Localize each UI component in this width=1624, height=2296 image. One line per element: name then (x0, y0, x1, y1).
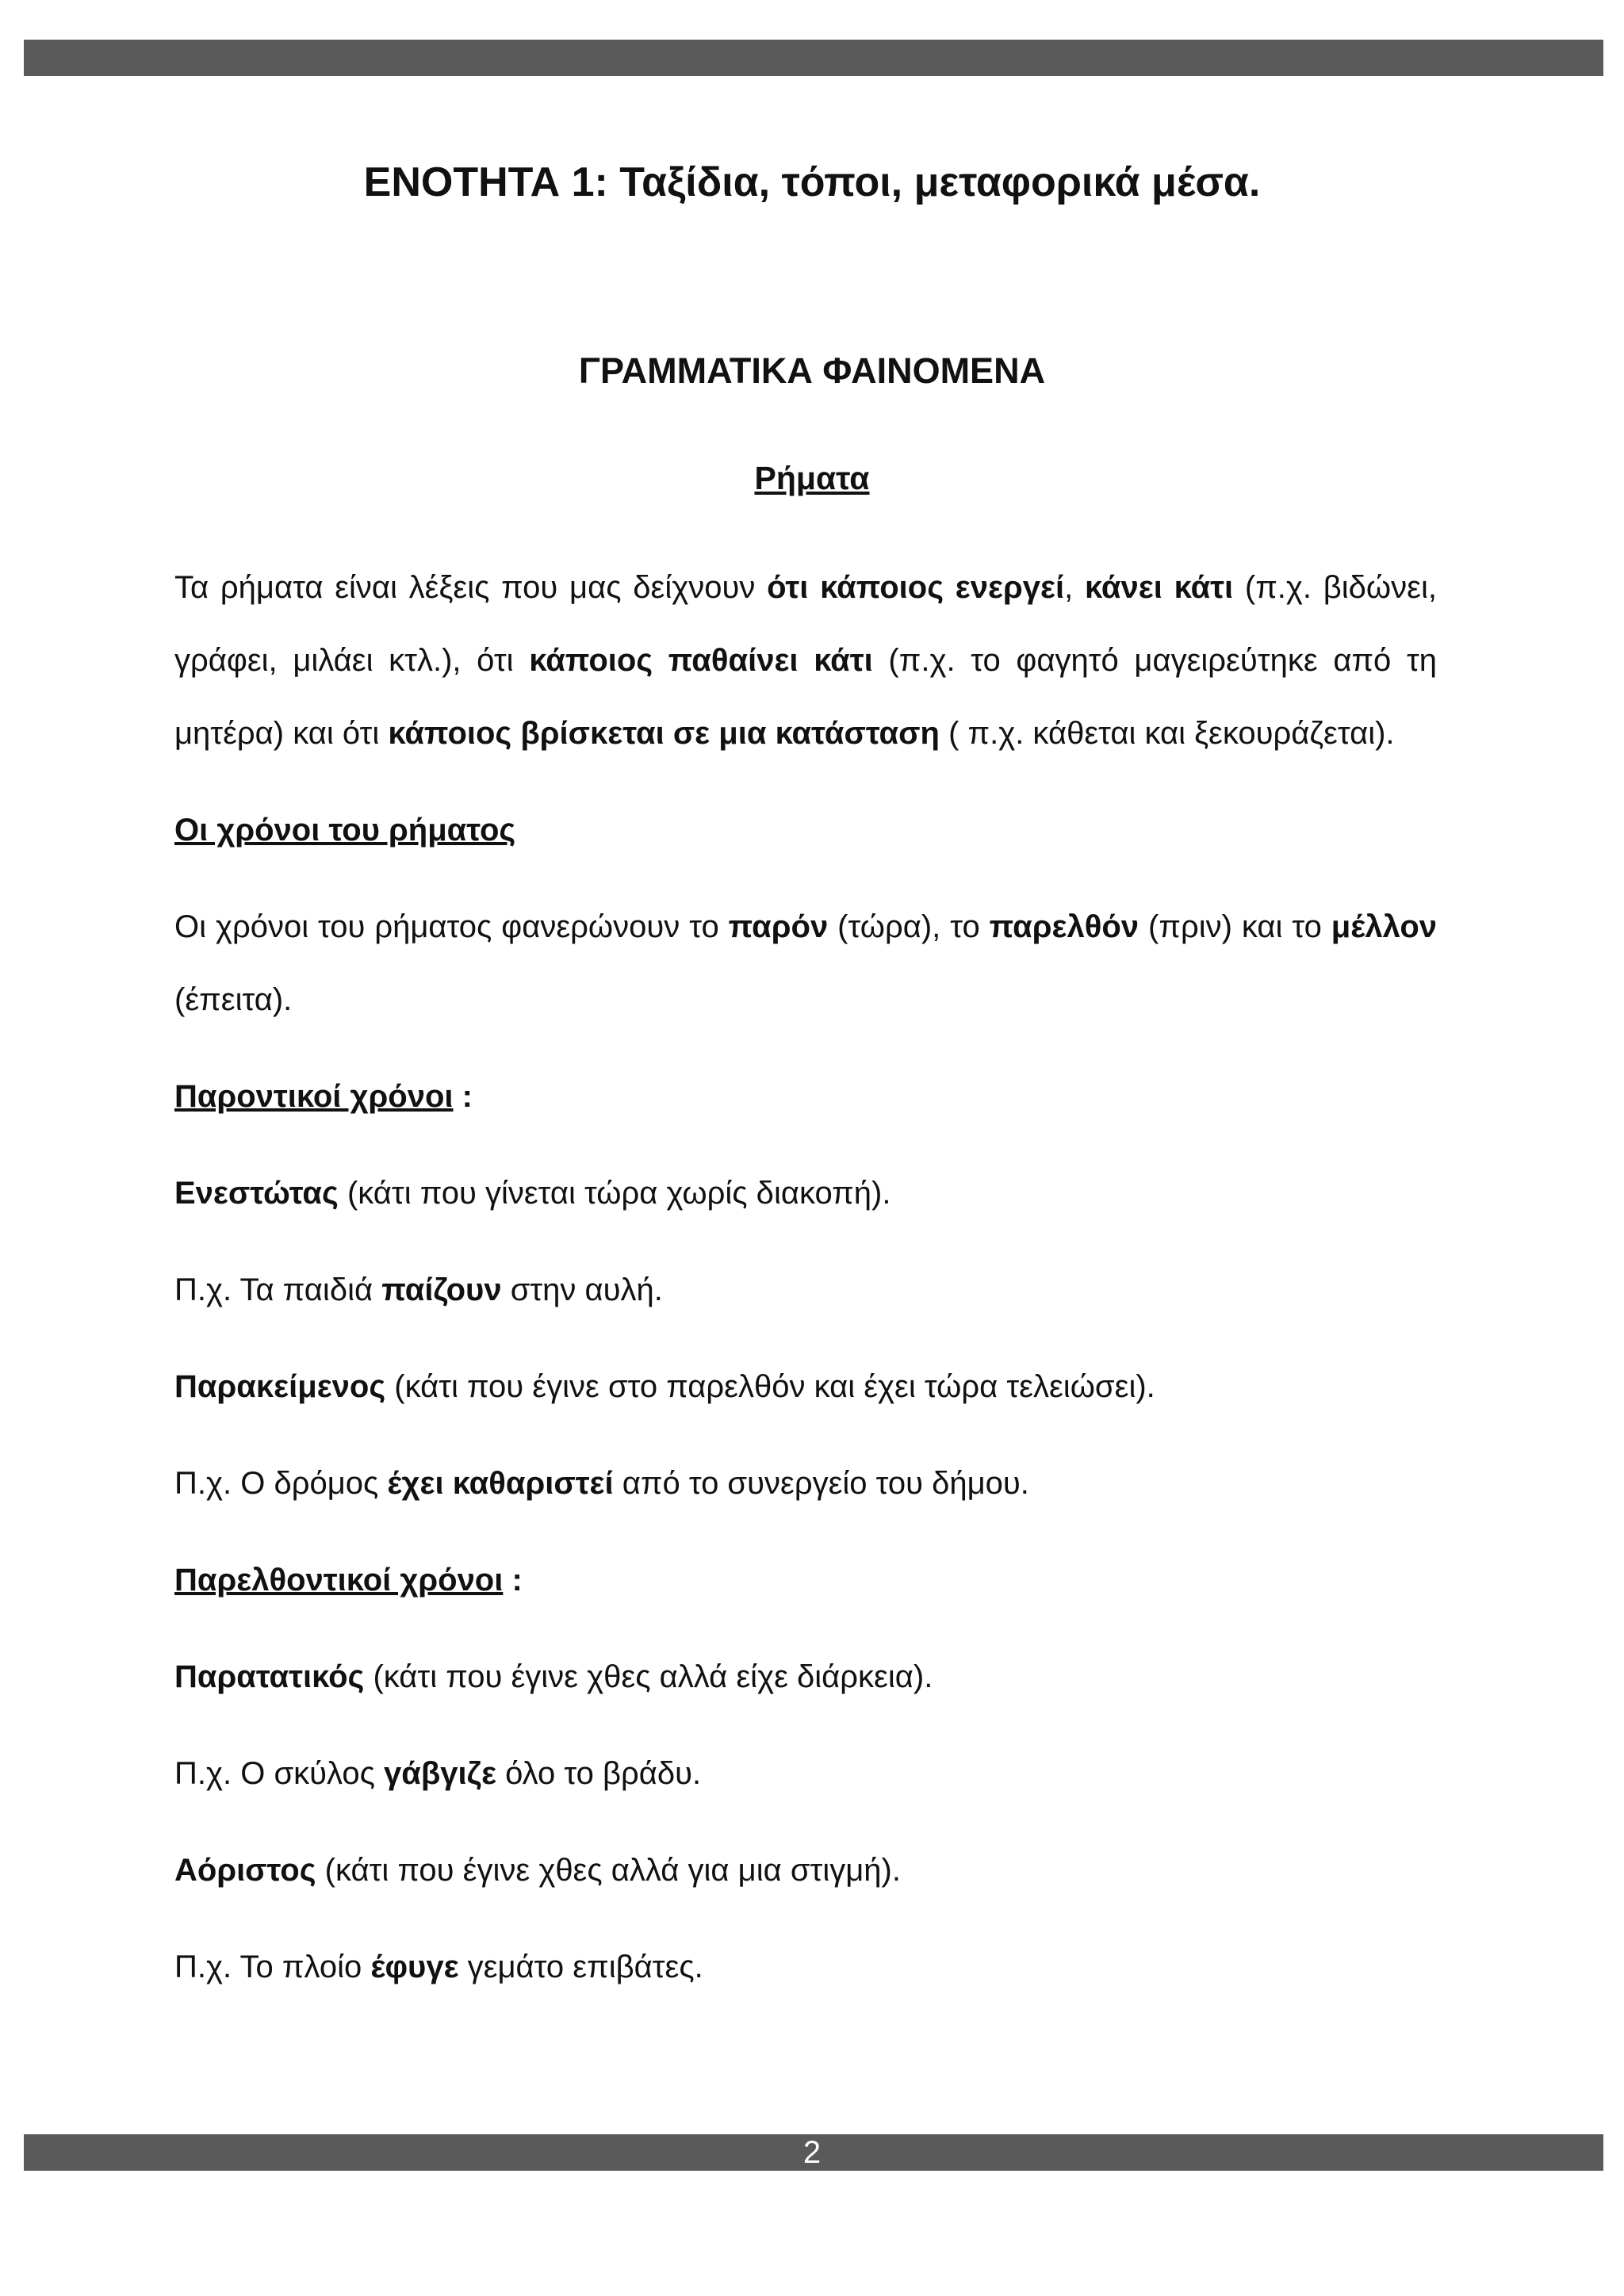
tenses-paragraph (174, 890, 1437, 1036)
intro-text-5: ( π.χ. κάθεται και ξεκουράζεται). (939, 716, 1395, 751)
intro-text-1: Τα ρήματα είναι λέξεις που μας δείχνουν (174, 570, 768, 605)
section-title: ΓΡΑΜΜΑΤΙΚΑ ΦΑΙΝΟΜΕΝΑ (578, 350, 1046, 391)
intro-text-3: (π.χ. βιδώνει, γράφει, μιλάει κτλ.), ότι (174, 570, 1437, 678)
tenses-bold-3: μέλλον (1331, 909, 1437, 944)
past-heading-colon: : (503, 1563, 523, 1598)
enestotas-example-post: στην αυλή. (501, 1272, 663, 1307)
intro-text-2: , (1064, 570, 1085, 605)
enestotas-desc: (κάτι που γίνεται τώρα χωρίς διακοπή). (338, 1176, 891, 1211)
intro-bold-4: κάποιος βρίσκεται σε μια κατάσταση (388, 716, 940, 751)
parakeimenos-example (174, 1447, 1437, 1520)
tenses-text-4: (έπειτα). (174, 982, 293, 1017)
tenses-text-3: (πριν) και το (1139, 909, 1331, 944)
paratatikos-example-post: όλο το βράδυ. (496, 1756, 702, 1791)
aoristos-example (174, 1931, 1437, 2003)
parakeimenos-example-pre: Π.χ. Ο δρόμος (174, 1466, 388, 1501)
tenses-text-1: Οι χρόνοι του ρήματος φανερώνουν το (174, 909, 729, 944)
paratatikos-example-pre: Π.χ. Ο σκύλος (174, 1756, 385, 1791)
present-heading-colon: : (453, 1079, 473, 1114)
paratatikos-term: Παρατατικός (174, 1659, 365, 1694)
enestotas-term: Ενεστώτας (174, 1176, 339, 1211)
parakeimenos-desc: (κάτι που έγινε στο παρελθόν και έχει τώρα τελειώσει). (385, 1369, 1155, 1404)
enestotas-example-verb: παίζουν (381, 1272, 502, 1307)
parakeimenos-definition (174, 1350, 1437, 1423)
aoristos-example-pre: Π.χ. Το πλοίο (174, 1950, 371, 1984)
document-body (174, 551, 1437, 2003)
enestotas-example (174, 1253, 1437, 1326)
past-heading (174, 1544, 1437, 1617)
paratatikos-definition (174, 1640, 1437, 1713)
aoristos-example-verb: έφυγε (370, 1950, 459, 1984)
subsection-title: Ρήματα (754, 460, 870, 496)
page-title: ΕΝΟΤΗΤΑ 1: Ταξίδια, τόποι, μεταφορικά μέσα. (363, 159, 1261, 205)
present-heading (174, 1060, 1437, 1133)
intro-paragraph (174, 551, 1437, 770)
past-heading-text: Παρελθοντικοί χρόνοι (174, 1563, 504, 1598)
paratatikos-desc: (κάτι που έγινε χθες αλλά είχε διάρκεια). (364, 1659, 933, 1694)
aoristos-desc: (κάτι που έγινε χθες αλλά για μια στιγμή). (316, 1853, 901, 1888)
enestotas-example-pre: Π.χ. Τα παιδιά (174, 1272, 382, 1307)
intro-bold-2: κάνει κάτι (1084, 570, 1234, 605)
parakeimenos-example-post: από το συνεργείο του δήμου. (613, 1466, 1029, 1501)
tenses-heading-text: Οι χρόνοι του ρήματος (174, 813, 516, 848)
parakeimenos-example-verb: έχει καθαριστεί (387, 1466, 614, 1501)
tenses-heading (174, 794, 1437, 867)
tenses-bold-1: παρόν (728, 909, 829, 944)
page-number: 2 (802, 2135, 822, 2170)
header-bar (24, 40, 1603, 76)
aoristos-definition (174, 1834, 1437, 1907)
intro-bold-3: κάποιος παθαίνει κάτι (529, 643, 873, 678)
paratatikos-example-verb: γάβγιζε (384, 1756, 497, 1791)
tenses-bold-2: παρελθόν (989, 909, 1139, 944)
intro-bold-1: ότι κάποιος ενεργεί (767, 570, 1065, 605)
parakeimenos-term: Παρακείμενος (174, 1369, 386, 1404)
enestotas-definition (174, 1157, 1437, 1230)
aoristos-example-post: γεμάτο επιβάτες. (458, 1950, 703, 1984)
present-heading-text: Παροντικοί χρόνοι (174, 1079, 454, 1114)
aoristos-term: Αόριστος (174, 1853, 316, 1888)
paratatikos-example (174, 1737, 1437, 1810)
tenses-text-2: (τώρα), το (828, 909, 990, 944)
intro-text-4: (π.χ. το φαγητό μαγειρεύτηκε από τη μητέρα) και ότι (174, 643, 1438, 751)
